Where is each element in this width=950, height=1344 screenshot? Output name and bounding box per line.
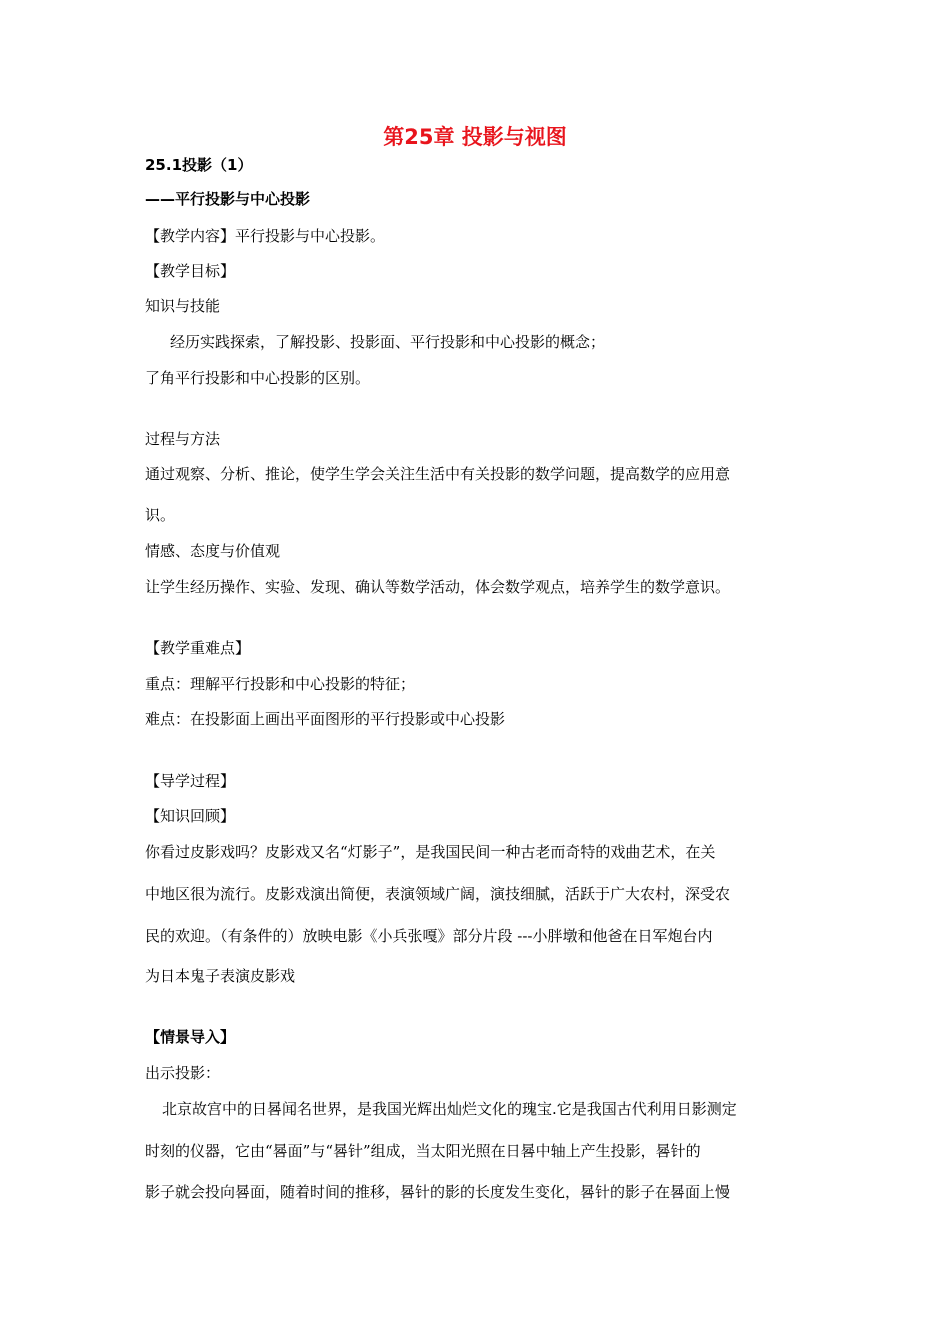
process-method-heading: 过程与方法: [145, 430, 221, 448]
paragraph-line: 你看过皮影戏吗？皮影戏又名“灯影子”，是我国民间一种古老而奇特的戏曲艺术，在关: [145, 843, 716, 861]
knowledge-skills-heading: 知识与技能: [145, 297, 221, 315]
section-heading: 25.1投影（1）: [145, 156, 253, 174]
guided-process-heading: 【导学过程】: [145, 772, 236, 790]
teaching-goals-heading: 【教学目标】: [145, 262, 236, 280]
difficult-point-line: 难点：在投影面上画出平面图形的平行投影或中心投影: [145, 710, 506, 728]
paragraph-line: 北京故宫中的日晷闻名世界，是我国光辉出灿烂文化的瑰宝.它是我国古代利用日影测定: [162, 1100, 737, 1118]
paragraph-line: 为日本鬼子表演皮影戏: [145, 967, 296, 985]
paragraph-line: 中地区很为流行。皮影戏演出简便，表演领域广阔，演技细腻，活跃于广大农村，深受农: [145, 885, 731, 903]
section-subtitle: ——平行投影与中心投影: [145, 190, 311, 208]
paragraph-line: 影子就会投向晷面，随着时间的推移，晷针的影的长度发生变化，晷针的影子在晷面上慢: [145, 1183, 731, 1201]
chapter-title: 第25章 投影与视图: [383, 125, 567, 149]
paragraph-line: 时刻的仪器，它由“晷面”与“晷针”组成，当太阳光照在日晷中轴上产生投影，晷针的: [145, 1142, 701, 1160]
paragraph-line: 了角平行投影和中心投影的区别。: [145, 369, 371, 387]
paragraph-line: 经历实践探索，了解投影、投影面、平行投影和中心投影的概念；: [170, 333, 606, 351]
key-point-line: 重点：理解平行投影和中心投影的特征；: [145, 675, 416, 693]
scene-intro-heading: 【情景导入】: [145, 1028, 236, 1046]
show-projection-line: 出示投影：: [145, 1064, 221, 1082]
paragraph-line: 识。: [145, 506, 176, 524]
teaching-content-line: 【教学内容】平行投影与中心投影。: [145, 227, 386, 245]
paragraph-line: 民的欢迎。（有条件的）放映电影《小兵张嘎》部分片段 ---小胖墩和他爸在日军炮台内: [145, 927, 713, 945]
attitude-values-heading: 情感、态度与价值观: [145, 542, 281, 560]
paragraph-line: 让学生经历操作、实验、发现、确认等数学活动，体会数学观点，培养学生的数学意识。: [145, 578, 731, 596]
paragraph-line: 通过观察、分析、推论，使学生学会关注生活中有关投影的数学问题，提高数学的应用意: [145, 465, 731, 483]
key-difficult-heading: 【教学重难点】: [145, 639, 251, 657]
knowledge-review-heading: 【知识回顾】: [145, 807, 236, 825]
